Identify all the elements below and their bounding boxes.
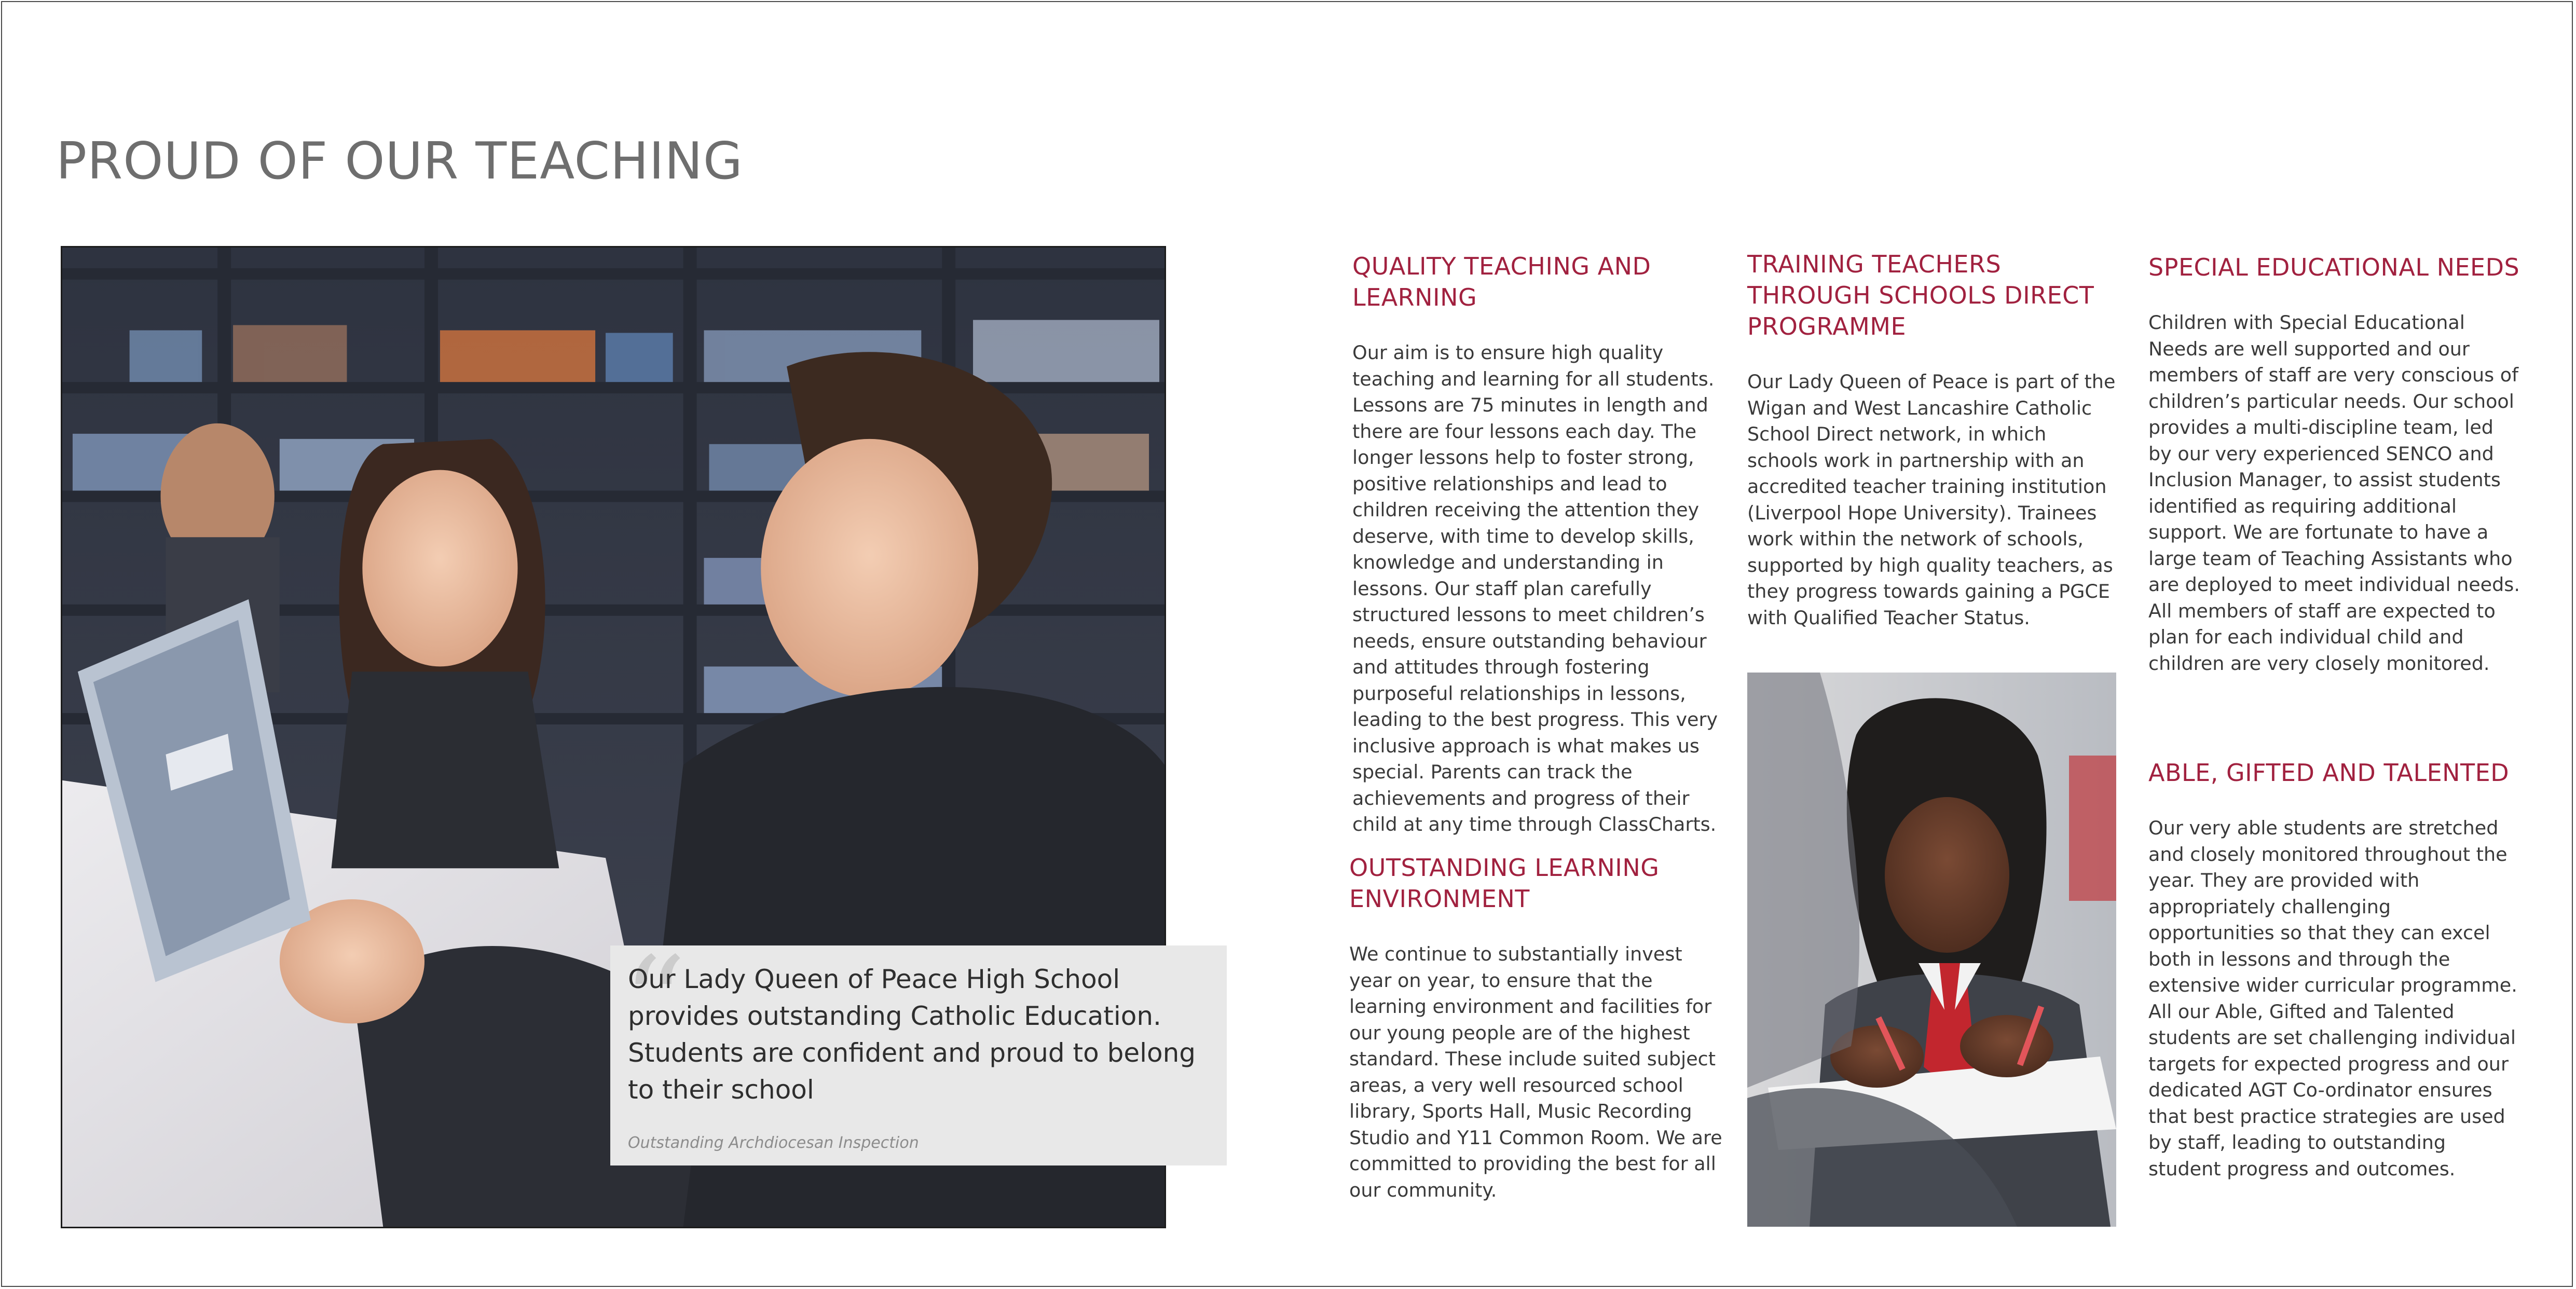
quote-source: Outstanding Archdiocesan Inspection [628, 1134, 919, 1152]
section-heading: SPECIAL EDUCATIONAL NEEDS [2148, 253, 2520, 281]
section-special-needs [2148, 252, 2522, 677]
section-able-gifted [2148, 757, 2522, 1182]
section-heading: OUTSTANDING LEARNING ENVIRONMENT [1349, 854, 1660, 913]
quote-callout [610, 930, 1227, 1165]
section-body: Our very able students are stretched and closely monitored throughout the year. They are provided with appropriately challenging opportunities so that they can excel both in lessons and through the extensive wider curricular programme. All our Able, Gifted and Talented students are set challenging individual targets for expected progress and our dedicated AGT Co-ordinator ensures that best practice strategies are used by staff, leading to outstanding student progress and outcomes. [2148, 817, 2517, 1180]
section-body: Our Lady Queen of Peace is part of the Wigan and West Lancashire Catholic School Direct network, in which schools work in partnership with an accredited teacher training institution (Liverpool Hope University). Trainees work within the network of schools, supported by high quality teachers, as they progress towards gaining a PGCE with Qualified Teacher Status. [1747, 371, 2116, 629]
section-training-teachers [1747, 249, 2121, 631]
section-heading: QUALITY TEACHING AND LEARNING [1352, 252, 1651, 311]
photo-student-writing [1747, 673, 2116, 1227]
section-body: We continue to substantially invest year on year, to ensure that the learning environment and facilities for our young people are of the highest standard. These include suited subject areas, a very well resourced school library, Sports Hall, Music Recording Studio and Y11 Common Room. We are committed to providing the best for all our community. [1349, 943, 1722, 1201]
section-heading: ABLE, GIFTED AND TALENTED [2148, 759, 2510, 787]
quote-mark-icon: “ [623, 930, 687, 1075]
section-quality-teaching [1352, 251, 1724, 838]
section-body: Children with Special Educational Needs are well supported and our members of staff are very conscious of children’s particular needs. Our school provides a multi-discipline team, led by our very experienced SENCO and Inclusion Manager, to assist students identified as requiring additional support. We are fortunate to have a large team of Teaching Assistants who are deployed to meet individual needs. All members of staff are expected to plan for each individual child and children are very closely monitored. [2148, 311, 2520, 675]
quote-text: Our Lady Queen of Peace High School provides outstanding Catholic Education. Students are confident and proud to belong to their school [628, 964, 1196, 1105]
page-title: PROUD OF OUR TEACHING [56, 132, 743, 191]
section-heading: TRAINING TEACHERS THROUGH SCHOOLS DIRECT PROGRAMME [1747, 250, 2094, 340]
section-body: Our aim is to ensure high quality teaching and learning for all students. Lessons are 75 minutes in length and there are four lessons each day. The longer lessons help to foster strong, positive relationships and lead to children receiving the attention they deserve, with time to develop skills, knowledge and understanding in lessons. Our staff plan carefully structured lessons to meet children’s needs, ensure outstanding behaviour and attitudes through fostering purposeful relationships in lessons, leading to the best progress. This very inclusive approach is what makes us special. Parents can track the achievements and progress of their child at any time through ClassCharts. [1352, 341, 1718, 835]
section-outstanding-environment [1349, 852, 1724, 1203]
